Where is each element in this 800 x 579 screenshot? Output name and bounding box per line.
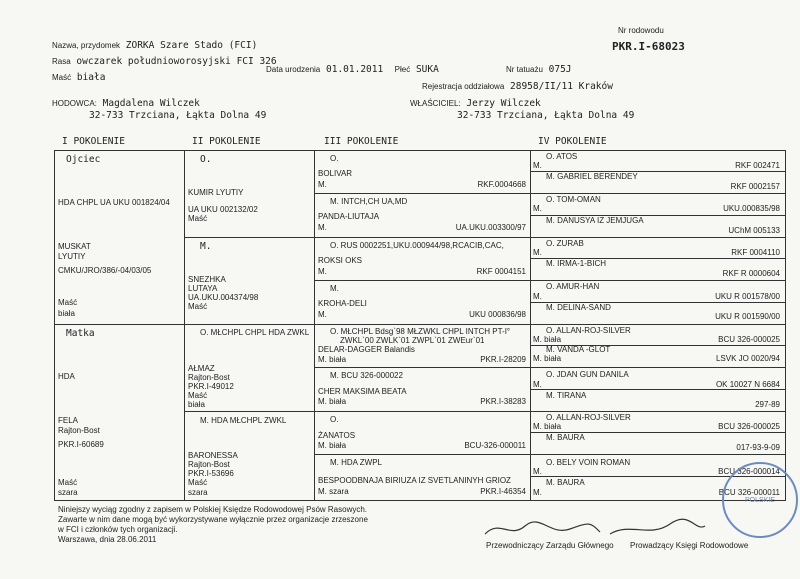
breeder-label: HODOWCA: (52, 99, 97, 108)
g3-reg: PKR.I-38283 (480, 397, 526, 406)
g2-b-registration: UA.UKU.004374/98 (188, 293, 259, 302)
g4-name: M. TIRANA (546, 391, 587, 400)
divider (184, 150, 185, 500)
g3-head: M. BCU 326-000022 (330, 371, 403, 380)
g3-head: O. RUS 0002251,UKU.000944/98,RCACIB,CAC, (330, 241, 504, 250)
birth-value: 01.01.2011 (326, 64, 384, 75)
g4-name: O. ZURAB (546, 239, 584, 248)
g3-sub: M. (318, 223, 327, 232)
g4-pre: M. biała (533, 335, 562, 344)
g3-reg: UA.UKU.003300/97 (455, 223, 526, 232)
pedigree-number: PKR.I-68023 (612, 40, 685, 53)
breed-row (52, 56, 277, 67)
divider (530, 150, 531, 500)
g2-d-registration: PKR.I-53696 (188, 469, 234, 478)
g4-reg: UKU.000835/98 (723, 204, 780, 213)
col-header-2: II POKOLENIE (192, 136, 261, 147)
g4-pre: M. biała (533, 354, 562, 363)
seal-text: POLSKIE (745, 496, 775, 504)
g4-name: O. TOM-OMAN (546, 195, 601, 204)
g4-reg: UKU R 001578/00 (715, 292, 780, 301)
footer-line-1: Niniejszy wyciąg zgodny z zapisem w Polskiej Księdze Rodowodowej Psów Rasowych. (58, 505, 368, 514)
pedigree-label: Nr rodowodu (618, 26, 664, 35)
dam-name: FELA (58, 416, 79, 425)
color-row (52, 72, 105, 83)
g2-c-kennel: Rajton-Bost (188, 373, 230, 382)
color-label: Maść (52, 73, 72, 82)
g4-reg: BCU 326-000011 (718, 488, 780, 497)
owner-label: WŁAŚCICIEL: (410, 99, 461, 108)
g4-reg: RKF 0002157 (730, 182, 780, 191)
sire-color-label: Maść (58, 298, 78, 307)
g2-a-name: KUMIR LYUTIY (188, 188, 244, 197)
g3-reg: PKR.I-28209 (480, 355, 526, 364)
signature-chairman: Przewodniczący Zarządu Głównego (486, 541, 614, 550)
g4-pre: M. biała (533, 422, 562, 431)
sire-name: MUSKAT (58, 242, 91, 251)
g2-b-color: Maść (188, 302, 208, 311)
g4-pre: M. (533, 204, 542, 213)
g2-b-name-2: LUTAYA (188, 284, 218, 293)
owner-row (410, 98, 541, 109)
g2-a-registration: UA UKU 002132/02 (188, 205, 258, 214)
g4-name: O. BELY VOIN ROMAN (546, 458, 631, 467)
sex-value: SUKA (415, 64, 439, 75)
dam-registration: PKR.I-60689 (58, 440, 104, 449)
g4-pre: M. (533, 292, 542, 301)
g2-d-name: BARONESSA (188, 451, 238, 460)
registration-label: Rejestracja oddziałowa (422, 82, 505, 91)
g2-c-color: biała (188, 400, 205, 409)
dam-label: Matka (66, 328, 95, 339)
g4-pre: M. (533, 248, 542, 257)
breeder-address: 32-733 Trzciana, Łąkta Dolna 49 (89, 110, 267, 121)
g3-reg: RKF.0004668 (477, 180, 526, 189)
g3-sub: M. biała (318, 355, 347, 364)
footer-date: Warszawa, dnia 28.06.2011 (58, 535, 157, 544)
g4-name: M. BAURA (546, 478, 585, 487)
g3-head: M. INTCH,CH UA,MD (330, 197, 408, 206)
g3-head: O. MŁCHPL Bdsg`98 MŁZWKL CHPL INTCH PT-I° (330, 327, 511, 336)
g3-sub: M. biała (318, 397, 347, 406)
divider (314, 367, 785, 368)
dam-titles: HDA (58, 372, 75, 381)
birth-row (266, 64, 439, 75)
g4-pre: M. (533, 488, 542, 497)
g3-head: O. (330, 154, 339, 163)
g3-sub: M. biała (318, 441, 347, 450)
g3-head: M. HDA ZWPL (330, 458, 383, 467)
name-value: ZORKA Szare Stado (FCI) (125, 40, 258, 51)
dam-color: szara (58, 488, 78, 497)
g3-head: M. (330, 284, 339, 293)
g4-reg: OK 10027 N 6684 (715, 380, 780, 389)
name-label: Nazwa, przydomek (52, 41, 121, 50)
g3-name: KROHA-DELI (318, 299, 367, 308)
g3-name: PANDA-LIUTAJA (318, 212, 380, 221)
g2-d-color: szara (188, 488, 208, 497)
g2-a-color: Maść (188, 214, 208, 223)
col-header-3: III POKOLENIE (324, 136, 399, 147)
g4-pre: M. (533, 467, 542, 476)
col-header-4: IV POKOLENIE (538, 136, 607, 147)
g2-d-color-label: Maść (188, 478, 208, 487)
g3-sub: M. (318, 180, 327, 189)
sire-label: Ojciec (66, 154, 101, 165)
g4-reg: BCU 326-000025 (718, 335, 780, 344)
g4-reg: UChM 005133 (728, 226, 780, 235)
g2-a-prefix: O. (200, 154, 212, 165)
col-header-1: I POKOLENIE (62, 136, 125, 147)
divider (314, 454, 785, 455)
g4-reg: RKF R 0000604 (722, 269, 780, 278)
g4-name: O. AMUR-HAN (546, 282, 600, 291)
signature-image (480, 514, 710, 544)
registration-value: 28958/II/11 Kraków (510, 81, 613, 92)
g4-name: M. GABRIEL BERENDEY (546, 172, 638, 181)
footer-line-2: Zawarte w nim dane mogą być wykorzystywane wyłącznie przez organizacje zrzeszone (58, 515, 368, 524)
signature-registrar: Prowadzący Księgi Rodowodowe (630, 541, 749, 550)
tattoo-row (506, 64, 572, 75)
g3-name: ROKSI OKS (318, 256, 363, 265)
g4-pre: M. (533, 161, 542, 170)
g4-name: M. DANUSYA IZ JEMJUGA (546, 216, 644, 225)
g4-reg: UKU R 001590/00 (715, 312, 780, 321)
registration-row (422, 81, 613, 92)
owner-name: Jerzy Wilczek (466, 98, 541, 109)
g2-c-color-label: Maść (188, 391, 208, 400)
g4-name: M. IRMA-1-BICH (546, 259, 606, 268)
g3-head: O. (330, 415, 339, 424)
g2-b-prefix: M. (200, 241, 212, 252)
breeder-row (52, 98, 200, 109)
dam-kennel: Rajton-Bost (58, 426, 100, 435)
g3-name: ŻANATOS (318, 431, 356, 440)
g3-sub: M. (318, 267, 327, 276)
g3-sub: M. (318, 310, 327, 319)
g4-name: O. JDAN GUN DANILA (546, 370, 629, 379)
tattoo-label: Nr tatuażu (506, 65, 543, 74)
g3-name: BOLIVAR (318, 169, 353, 178)
divider (54, 324, 785, 325)
divider (314, 193, 785, 194)
divider (314, 280, 785, 281)
g4-name: O. ATOS (546, 152, 578, 161)
g2-d-kennel: Rajton-Bost (188, 460, 230, 469)
birth-label: Data urodzenia (266, 65, 321, 74)
divider (314, 150, 315, 500)
breed-value: owczarek południoworosyjski FCI 326 (76, 56, 277, 67)
g4-reg: RKF 0004110 (731, 248, 780, 257)
g3-name: DELAR-DAGGER Balandis (318, 345, 415, 354)
g2-c-registration: PKR.I-49012 (188, 382, 234, 391)
divider (184, 237, 785, 238)
g4-reg: BCU 326-000025 (718, 422, 780, 431)
color-value: biała (76, 72, 106, 83)
g3-reg: PKR.I-46354 (480, 487, 526, 496)
g4-reg: LSVK JO 0020/94 (715, 354, 780, 363)
g4-reg: RKF 002471 (735, 161, 780, 170)
g3-reg: BCU-326-000011 (464, 441, 526, 450)
sex-label: Płeć (394, 65, 411, 74)
name-row (52, 40, 257, 51)
g4-pre: M. (533, 380, 542, 389)
divider (530, 389, 785, 390)
sire-name-2: LYUTIY (58, 252, 86, 261)
g4-name: O. ALLAN-ROJ-SILVER (546, 326, 631, 335)
g4-reg: BCU 326-000014 (718, 467, 780, 476)
divider (184, 411, 785, 412)
dam-color-label: Maść (58, 478, 78, 487)
g4-reg: 297-89 (755, 400, 780, 409)
g4-name: M. BAURA (546, 433, 585, 442)
g4-name: M. VANDA -GLOT (546, 345, 611, 354)
official-seal-icon (722, 462, 798, 538)
g2-b-name: SNEZHKA (188, 275, 226, 284)
g4-reg: 017-93-9-09 (736, 443, 780, 452)
sire-color: biała (58, 309, 75, 318)
g2-c-name: AŁMAZ (188, 364, 215, 373)
g3-reg: RKF 0004151 (476, 267, 526, 276)
g4-name: M. DELINA-SAND (546, 303, 611, 312)
g3-reg: UKU 000836/98 (469, 310, 526, 319)
owner-address: 32-733 Trzciana, Łąkta Dolna 49 (457, 110, 635, 121)
breeder-name: Magdalena Wilczek (102, 98, 200, 109)
sire-titles: HDA CHPL UA UKU 001824/04 (58, 198, 170, 207)
g3-name: BESPOODBNAJA BIRIUZA IZ SVETLANINYH GRIOZ (318, 476, 511, 485)
g2-c-prefix: O. MŁCHPL CHPL HDA ZWKL (200, 328, 310, 337)
g2-d-prefix: M. HDA MŁCHPL ZWKL (200, 416, 287, 425)
sire-registration: CMKU/JRO/386/-04/03/05 (58, 266, 152, 275)
breed-label: Rasa (52, 57, 71, 66)
g4-name: O. ALLAN-ROJ-SILVER (546, 413, 631, 422)
footer-line-3: w FCI i członków tych organizacji. (58, 525, 178, 534)
g3-head-2: ZWKL`00 ZWLK`01 ZWPL`01 ZWEur`01 (340, 336, 485, 345)
g3-sub: M. szara (318, 487, 349, 496)
g3-name: CHER MAKSIMA BEATA (318, 387, 407, 396)
tattoo-value: 075J (548, 64, 572, 75)
